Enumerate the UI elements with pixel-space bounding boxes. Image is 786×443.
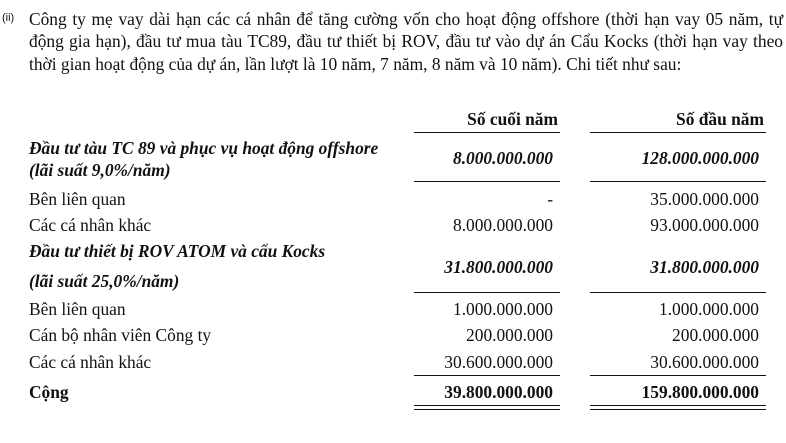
group-value-current: 31.800.000.000 [444, 257, 553, 277]
row-label: Các cá nhân khác [29, 215, 152, 235]
row-label: Bên liên quan [29, 189, 126, 209]
group-underline-current [414, 292, 560, 293]
row-value-previous: 35.000.000.000 [650, 189, 759, 209]
row-value-current: 200.000.000 [466, 325, 553, 345]
column-header-current-year: Số cuối năm [467, 109, 558, 129]
intro-paragraph: Công ty mẹ vay dài hạn các cá nhân để tăng cường vốn cho hoạt động offshore (thời hạn vay 05 năm, tự động gia hạn), đầu tư mua tàu TC89, đầu tư thiết bị ROV, đầu tư vào dự án Cẩu Kocks (thời hạn vay theo thời gian hoạt động của dự án, lần lượt là 10 năm, 7 năm, 8 năm và 10 năm). Chi tiết như sau: [29, 9, 783, 74]
subtotal-rule-previous [590, 375, 766, 376]
total-value-previous: 159.800.000.000 [641, 382, 759, 402]
total-double-underline-current [414, 405, 560, 410]
group-interest-rate: (lãi suất 25,0%/năm) [29, 271, 180, 291]
group-interest-rate: (lãi suất 9,0%/năm) [29, 160, 171, 180]
header-underline-previous [590, 132, 766, 133]
total-double-underline-previous [590, 405, 766, 410]
subtotal-rule-current [414, 375, 560, 376]
total-label: Cộng [29, 382, 69, 402]
column-header-previous-year: Số đầu năm [676, 109, 764, 129]
row-label: Các cá nhân khác [29, 352, 152, 372]
row-value-current: 8.000.000.000 [453, 215, 553, 235]
total-value-current: 39.800.000.000 [444, 382, 553, 402]
row-value-previous: 1.000.000.000 [659, 299, 759, 319]
row-label: Bên liên quan [29, 299, 126, 319]
group-underline-previous [590, 292, 766, 293]
row-value-previous: 30.600.000.000 [650, 352, 759, 372]
group-underline-previous [590, 181, 766, 182]
group-value-previous: 128.000.000.000 [641, 148, 759, 168]
group-title: Đầu tư thiết bị ROV ATOM và cẩu Kocks [29, 241, 326, 261]
note-number: (ii) [2, 12, 15, 24]
group-title: Đầu tư tàu TC 89 và phục vụ hoạt động offshore [29, 138, 379, 158]
row-value-current: 1.000.000.000 [453, 299, 553, 319]
row-value-current: 30.600.000.000 [444, 352, 553, 372]
row-value-previous: 200.000.000 [672, 325, 759, 345]
row-value-current: - [547, 189, 553, 209]
row-label: Cán bộ nhân viên Công ty [29, 325, 212, 345]
group-underline-current [414, 181, 560, 182]
header-underline-current [414, 132, 560, 133]
row-value-previous: 93.000.000.000 [650, 215, 759, 235]
group-value-current: 8.000.000.000 [453, 148, 553, 168]
group-value-previous: 31.800.000.000 [650, 257, 759, 277]
